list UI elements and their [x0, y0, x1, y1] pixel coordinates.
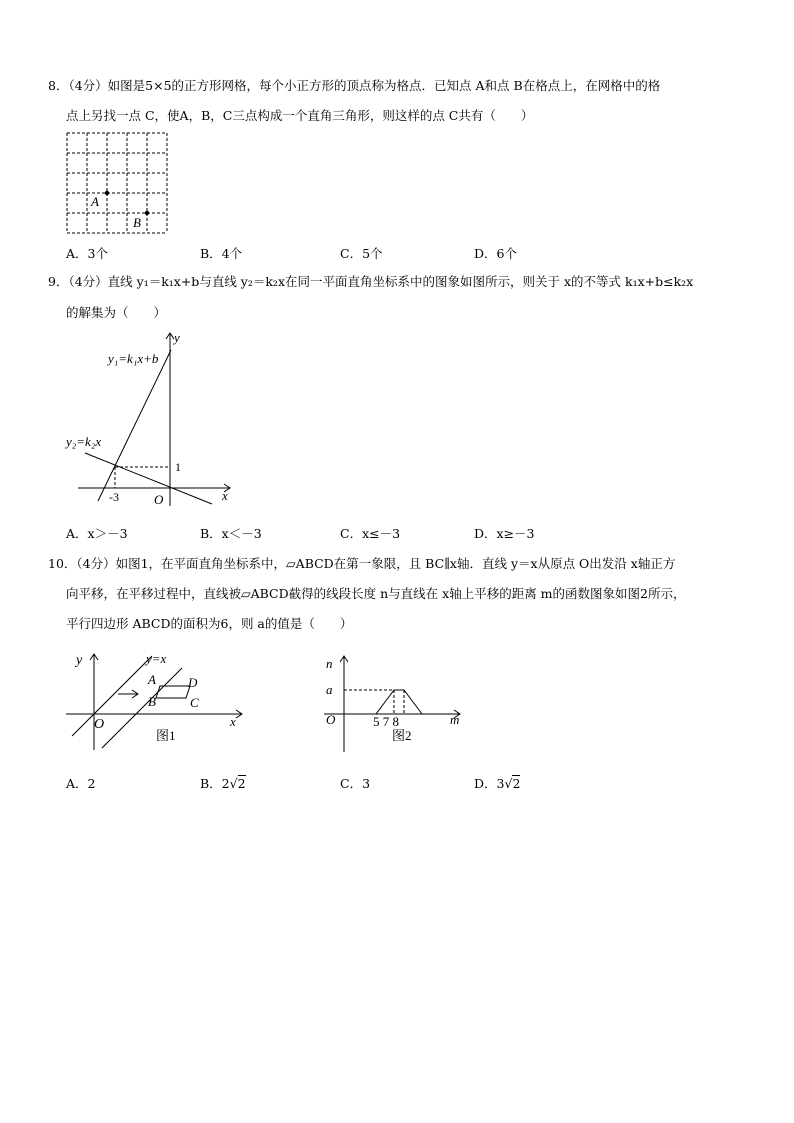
tick-one: 1 — [175, 460, 181, 474]
q8-stem-line-2: 点上另找一点 C，使A，B，C三点构成一个直角三角形，则这样的点 C共有（ ） — [66, 108, 534, 123]
q9-option-b[interactable]: B．x＜－3 — [200, 526, 262, 541]
q10-stem-line-1: 10．（4分）如图1，在平面直角坐标系中，▱ABCD在第一象限，且 BC∥x轴．直线 y＝x从原点 O出发沿 x轴正方 — [48, 556, 676, 571]
q10-stem-line-3: 平行四边形 ABCD的面积为6，则 a的值是（ ） — [66, 616, 353, 631]
figure-1-caption: 图1 — [156, 728, 176, 743]
line-y2-label: y₂=k₂x — [66, 434, 102, 449]
q9-stem-line-1: 9．（4分）直线 y₁＝k₁x+b与直线 y₂＝k₂x在同一平面直角坐标系中的图象如图所示，则关于 x的不等式 k₁x+b≤k₂x — [48, 274, 694, 289]
q10-option-b-radicand: 2 — [237, 776, 246, 791]
q8-option-b[interactable]: B．4个 — [200, 246, 243, 261]
q9-graph-figure — [60, 328, 240, 513]
q10-option-c[interactable]: C．3 — [340, 776, 371, 791]
vertex-c: C — [190, 695, 199, 710]
origin-label: O — [154, 492, 164, 507]
q10-option-b-label: B．2 — [200, 776, 230, 791]
vertex-a: A — [148, 672, 156, 687]
q10-figure-1 — [62, 650, 252, 750]
q8-grid-figure — [62, 130, 174, 236]
point-a — [105, 191, 109, 195]
figure-2-caption: 图2 — [392, 728, 412, 743]
q8-stem-line-1: 8．（4分）如图是5×5的正方形网格，每个小正方形的顶点称为格点．已知点 A和点 B在格点上，在网格中的格 — [48, 78, 661, 93]
q9-option-c[interactable]: C．x≤－3 — [340, 526, 401, 541]
vertex-d: D — [188, 675, 198, 690]
line-y1 — [98, 350, 171, 501]
x-axis-label: x — [230, 714, 236, 729]
parallelogram-abcd — [156, 686, 190, 698]
line-y1-label: y₁=k₁x+b — [108, 351, 159, 366]
q10-figure-2 — [320, 652, 470, 752]
q8-option-a[interactable]: A．3个 — [66, 246, 108, 261]
q10-option-b[interactable] — [200, 774, 246, 792]
q10-stem-line-2: 向平移，在平移过程中，直线被▱ABCD截得的线段长度 n与直线在 x轴上平移的距离 m的函数图象如图2所示， — [66, 586, 686, 601]
line-y2 — [85, 453, 212, 504]
vertex-b: B — [148, 694, 156, 709]
trapezoid-graph — [376, 690, 422, 714]
q9-stem-line-2: 的解集为（ ） — [66, 305, 167, 320]
line-y-equals-x — [72, 656, 152, 736]
q10-option-d-radicand: 2 — [512, 776, 521, 791]
tick-neg3: -3 — [109, 490, 119, 504]
q10-option-d[interactable] — [474, 774, 520, 792]
q9-option-a[interactable]: A．x＞－3 — [66, 526, 128, 541]
origin-label: O — [326, 712, 336, 727]
n-axis-label: n — [326, 656, 333, 671]
label-a: A — [91, 194, 99, 209]
a-label: a — [326, 682, 333, 697]
tick-labels: 5 7 8 — [373, 714, 399, 729]
y-axis-label: y — [76, 653, 83, 668]
q10-option-d-label: D．3 — [474, 776, 505, 791]
line-label: y=x — [146, 651, 167, 666]
q8-option-d[interactable]: D．6个 — [474, 246, 517, 261]
q9-option-d[interactable]: D．x≥－3 — [474, 526, 535, 541]
q8-option-c[interactable]: C．5个 — [340, 246, 383, 261]
y-axis-label: y — [174, 330, 180, 345]
m-axis-label: m — [450, 712, 460, 727]
sqrt-icon: √ — [504, 776, 513, 791]
sqrt-icon: √ — [229, 776, 238, 791]
origin-label: O — [94, 717, 105, 732]
x-axis-label: x — [222, 488, 228, 503]
point-b — [145, 211, 149, 215]
label-b: B — [133, 215, 141, 230]
q10-option-a[interactable]: A．2 — [66, 776, 96, 791]
